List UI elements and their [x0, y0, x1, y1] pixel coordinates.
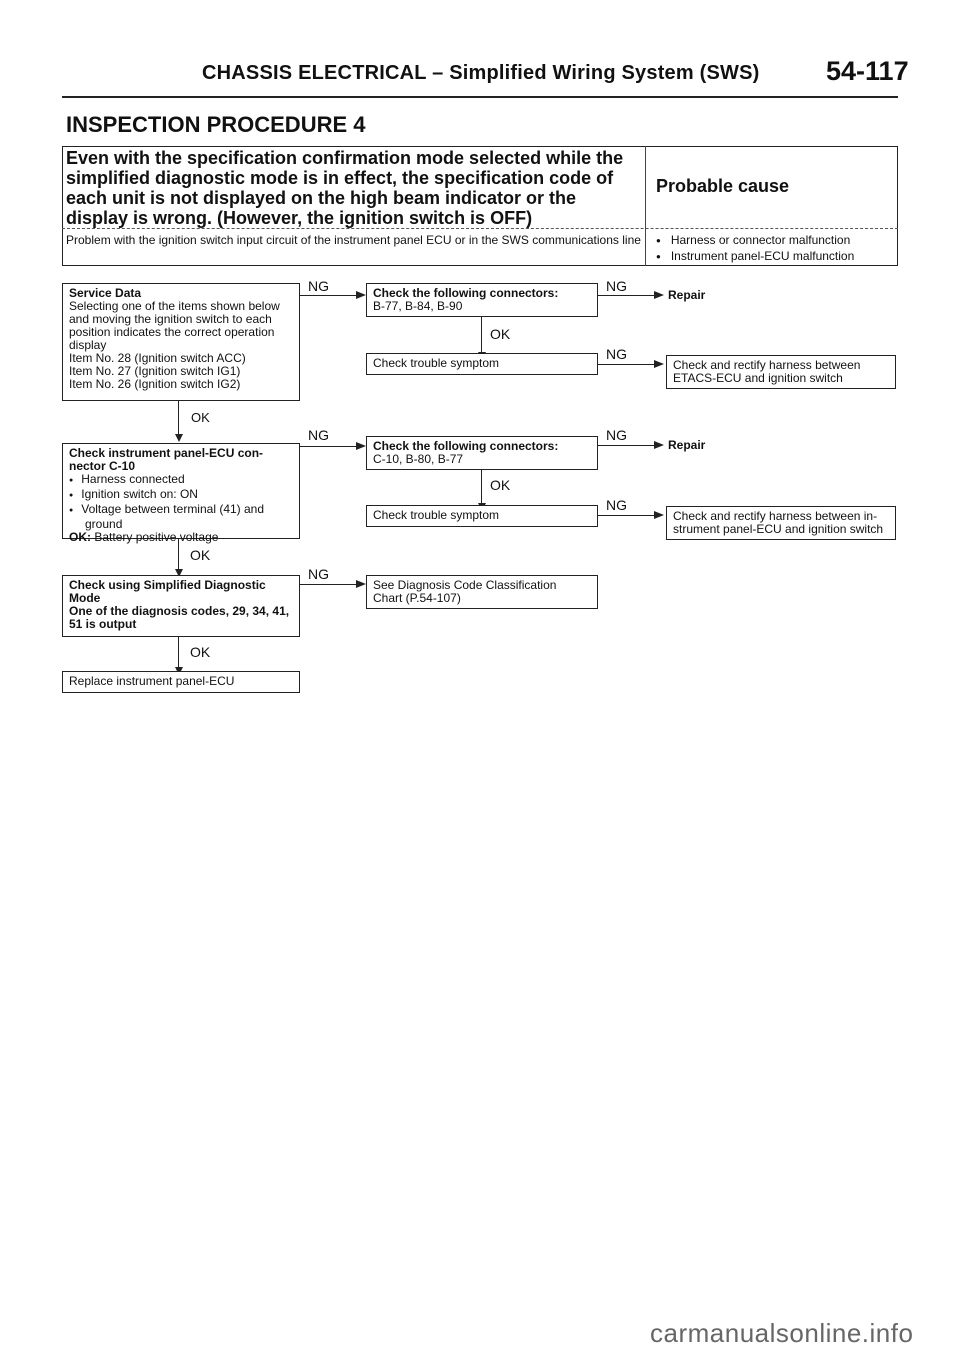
- connector-check-2-title: Check the following connectors:: [373, 439, 559, 453]
- rectify-harness-2: [666, 506, 896, 540]
- instrument-check-bullet: ● Ignition switch on: ON: [69, 488, 293, 503]
- ok-label: OK: [490, 326, 511, 342]
- ng-arrow-line: [598, 445, 654, 446]
- ok-arrow-line: [178, 401, 179, 435]
- ng-label: NG: [606, 427, 627, 443]
- ok-label: OK: [490, 477, 511, 493]
- repair-label: Repair: [668, 438, 706, 452]
- ng-label: NG: [308, 427, 329, 443]
- ok-arrow-line: [481, 470, 482, 504]
- instrument-check-bullet-cont: ground: [85, 517, 123, 531]
- service-data-line: Item No. 27 (Ignition switch IG1): [69, 364, 241, 378]
- instrument-check-title: nector C-10: [69, 459, 136, 473]
- ok-arrow-line: [481, 317, 482, 353]
- ng-label: NG: [308, 278, 329, 294]
- service-data-line: and moving the ignition switch to each: [69, 312, 272, 326]
- cause-item: ● Instrument panel-ECU malfunction: [656, 249, 854, 265]
- diag-chart-line: Chart (P.54-107): [373, 591, 461, 605]
- probable-cause-heading: Probable cause: [656, 176, 790, 196]
- ng-label: NG: [606, 278, 627, 294]
- symptom-text: Even with the specification confirmation mode selected while the simplified diagnostic mode is in effect, the specification code of each unit is not displayed on the high beam indicator or the display is wrong. (However, the ignition switch is OFF): [66, 148, 624, 228]
- ng-arrow-line: [598, 295, 654, 296]
- simplified-diagnostic-check-box: [62, 575, 300, 637]
- header-title: CHASSIS ELECTRICAL – Simplified Wiring System (SWS): [202, 62, 760, 84]
- instrument-ecu-check-box: [62, 443, 300, 544]
- rectify-2-line: strument panel-ECU and ignition switch: [673, 522, 884, 536]
- service-data-line: position indicates the correct operation: [69, 325, 275, 339]
- simplified-check-title: Check using Simplified Diagnostic: [69, 578, 266, 592]
- connector-check-1: [366, 283, 598, 317]
- cause-item: ● Harness or connector malfunction: [656, 233, 854, 249]
- arrow-head: [356, 291, 366, 299]
- connector-check-1-title: Check the following connectors:: [373, 286, 559, 300]
- rectify-1-line: Check and rectify harness between: [673, 358, 861, 372]
- ng-label: NG: [606, 346, 627, 362]
- simplified-check-title: Mode: [69, 591, 101, 605]
- ng-label: NG: [606, 497, 627, 513]
- arrow-head: [356, 580, 366, 588]
- trouble-symptom-2: Check trouble symptom: [366, 505, 598, 527]
- diagnosis-chart-box: [366, 575, 598, 609]
- connector-check-2: [366, 436, 598, 470]
- symptom-table-divider: [645, 146, 646, 266]
- ok-label: OK: [190, 644, 211, 660]
- ok-condition-label: OK:: [69, 530, 91, 544]
- repair-label: Repair: [668, 288, 706, 302]
- ng-arrow-line: [300, 584, 356, 585]
- connector-check-1-value: B-77, B-84, B-90: [373, 299, 463, 313]
- ng-arrow-line: [300, 446, 356, 447]
- diag-chart-line: See Diagnosis Code Classification: [373, 578, 557, 592]
- rectify-1-line: ETACS-ECU and ignition switch: [673, 371, 843, 385]
- service-data-title: Service Data: [69, 286, 142, 300]
- ok-arrow-line: [178, 637, 179, 669]
- ok-label: OK: [191, 410, 210, 425]
- arrow-head: [654, 441, 664, 449]
- instrument-check-bullet: ● Harness connected: [69, 473, 293, 488]
- connector-check-2-value: C-10, B-80, B-77: [373, 452, 464, 466]
- simplified-check-line: One of the diagnosis codes, 29, 34, 41,: [69, 604, 290, 618]
- page-number: 54-117: [826, 56, 909, 86]
- arrow-head: [654, 291, 664, 299]
- arrow-head: [654, 360, 664, 368]
- ok-label: OK: [190, 547, 211, 563]
- service-data-box: [62, 283, 300, 401]
- instrument-check-title: Check instrument panel-ECU con-: [69, 446, 264, 460]
- instrument-check-bullet: ● Voltage between terminal (41) and: [69, 503, 293, 518]
- service-data-line: Item No. 26 (Ignition switch IG2): [69, 377, 241, 391]
- ng-arrow-line: [598, 515, 654, 516]
- trouble-symptom-1: Check trouble symptom: [366, 353, 598, 375]
- rectify-harness-1: [666, 355, 896, 389]
- ng-label: NG: [308, 566, 329, 582]
- ok-condition-value: Battery positive voltage: [94, 530, 219, 544]
- procedure-title: INSPECTION PROCEDURE 4: [66, 112, 366, 137]
- watermark: carmanualsonline.info: [650, 1318, 914, 1348]
- service-data-line: display: [69, 338, 107, 352]
- arrow-head: [654, 511, 664, 519]
- ok-arrow-line: [178, 539, 179, 571]
- ng-arrow-line: [300, 295, 356, 296]
- service-data-line: Item No. 28 (Ignition switch ACC): [69, 351, 246, 365]
- arrow-head: [175, 434, 183, 442]
- header-rule: [62, 96, 898, 98]
- ng-arrow-line: [598, 364, 654, 365]
- replace-ecu-box: Replace instrument panel-ECU: [62, 671, 300, 693]
- symptom-table-row-divider: [62, 228, 898, 229]
- simplified-check-line: 51 is output: [69, 617, 137, 631]
- rectify-2-line: Check and rectify harness between in-: [673, 509, 878, 523]
- symptom-detail: Problem with the ignition switch input circuit of the instrument panel ECU or in the SWS communications line: [66, 233, 641, 247]
- probable-cause-list: [656, 233, 854, 265]
- service-data-line: Selecting one of the items shown below: [69, 299, 280, 313]
- arrow-head: [356, 442, 366, 450]
